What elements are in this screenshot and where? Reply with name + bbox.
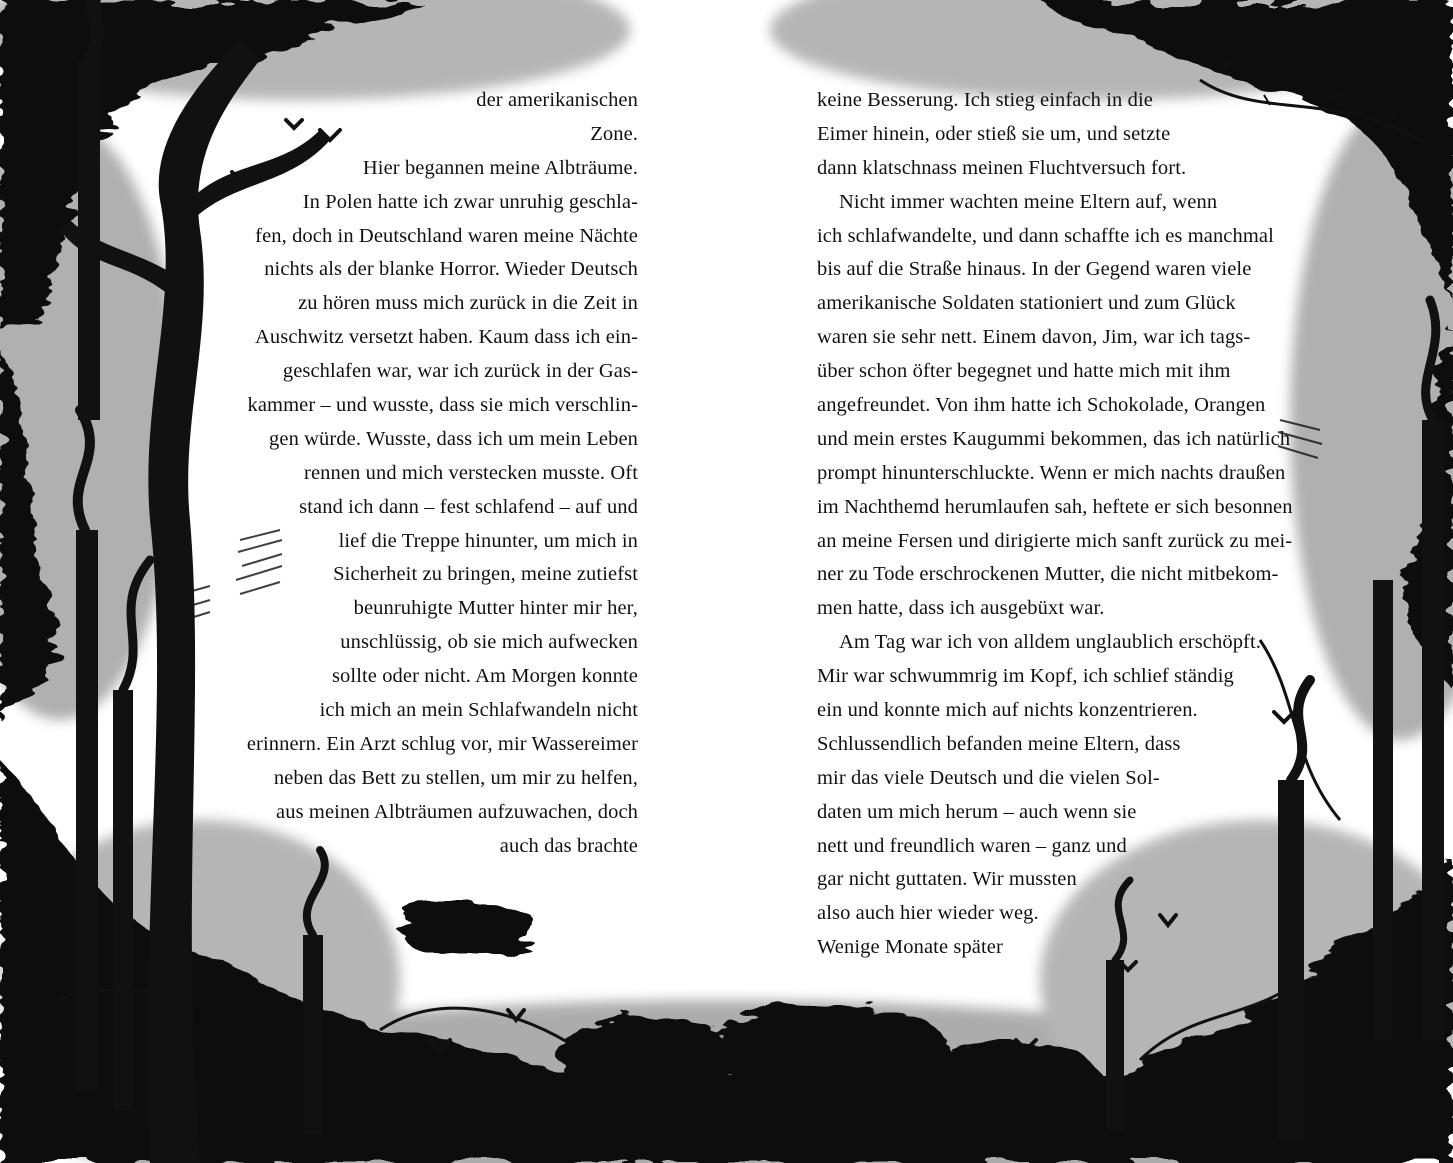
chimney-icon — [303, 935, 323, 1135]
text-line: angefreundet. Von ihm hatte ich Schokolade, Orangen — [817, 394, 1266, 417]
text-line: In Polen hatte ich zwar unruhig geschla- — [302, 190, 638, 213]
chimney-icon — [1373, 580, 1393, 1040]
chimney-icon — [1106, 960, 1124, 1130]
text-line: dann klatschnass meinen Fluchtversuch fort. — [817, 156, 1187, 179]
text-line: an meine Fersen und dirigierte mich sanft zurück zu mei- — [817, 529, 1293, 552]
text-line: nichts als der blanke Horror. Wieder Deutsch — [264, 258, 638, 281]
text-line: Zone. — [590, 122, 638, 145]
text-line: auch das brachte — [499, 834, 638, 857]
text-line: keine Besserung. Ich stieg einfach in die — [817, 89, 1153, 111]
text-line: Hier begannen meine Albträume. — [362, 156, 638, 179]
text-line: nett und freundlich waren – ganz und — [817, 834, 1127, 857]
text-line: Wenige Monate später — [817, 936, 1003, 959]
text-line: men hatte, dass ich ausgebüxt war. — [817, 597, 1105, 620]
text-line: neben das Bett zu stellen, um mir zu helfen, — [273, 766, 638, 789]
text-line: geschlafen war, war ich zurück in der Gas- — [282, 360, 638, 383]
text-line: kammer – und wusste, dass sie mich verschlin- — [247, 394, 638, 417]
text-line: Am Tag war ich von alldem unglaublich erschöpft. — [839, 631, 1261, 654]
text-line: ner zu Tode erschrockenen Mutter, die nicht mitbekom- — [817, 563, 1279, 586]
text-line: amerikanische Soldaten stationiert und zum Glück — [817, 292, 1236, 315]
text-line: lief die Treppe hinunter, um mich in — [338, 529, 638, 552]
text-line: mir das viele Deutsch und die vielen Sol- — [817, 766, 1160, 789]
text-line: waren sie sehr nett. Einem davon, Jim, war ich tags- — [817, 326, 1251, 349]
text-line: sollte oder nicht. Am Morgen konnte — [331, 665, 638, 688]
text-line: im Nachthemd herumlaufen sah, heftete er sich besonnen — [817, 495, 1293, 518]
text-line: zu hören muss mich zurück in die Zeit in — [298, 292, 638, 315]
text-line: prompt hinunterschluckte. Wenn er mich nachts draußen — [817, 461, 1286, 484]
text-line: und mein erstes Kaugummi bekommen, das ich natürlich — [817, 427, 1291, 450]
text-line: bis auf die Straße hinaus. In der Gegend waren viele — [817, 258, 1252, 281]
text-line: Auschwitz versetzt haben. Kaum dass ich ein- — [255, 326, 638, 349]
text-line: unschlüssig, ob sie mich aufwecken — [340, 631, 638, 654]
left-page-text — [0, 84, 638, 863]
text-line: aus meinen Albträumen aufzuwachen, doch — [276, 800, 638, 823]
text-line: beunruhigte Mutter hinter mir her, — [353, 597, 638, 620]
text-line: also auch hier wieder weg. — [817, 902, 1039, 925]
text-line: stand ich dann – fest schlafend – auf und — [299, 495, 638, 518]
right-page-text — [817, 84, 1317, 965]
text-line: Eimer hinein, oder stieß sie um, und setzte — [817, 122, 1171, 145]
text-line: daten um mich herum – auch wenn sie — [817, 800, 1137, 823]
text-line: Schlussendlich befanden meine Eltern, dass — [817, 732, 1181, 755]
text-line: fen, doch in Deutschland waren meine Nächte — [255, 224, 638, 247]
text-line: ich mich an mein Schlafwandeln nicht — [319, 699, 638, 722]
text-line: erinnern. Ein Arzt schlug vor, mir Wassereimer — [246, 732, 638, 755]
text-line: gar nicht guttaten. Wir mussten — [817, 868, 1077, 891]
text-line: gen würde. Wusste, dass ich um mein Leben — [269, 427, 638, 450]
text-line: ich schlafwandelte, und dann schaffte ich es manchmal — [817, 224, 1274, 247]
text-line: ein und konnte mich auf nichts konzentrieren. — [817, 699, 1198, 722]
text-line: über schon öfter begegnet und hatte mich mit ihm — [817, 360, 1231, 383]
text-line: Sicherheit zu bringen, meine zutiefst — [333, 563, 638, 586]
chimney-icon — [1422, 420, 1444, 1040]
text-line: der amerikanischen — [476, 89, 638, 111]
text-line: Nicht immer wachten meine Eltern auf, wenn — [839, 190, 1218, 213]
text-line: rennen und mich verstecken musste. Oft — [304, 461, 638, 484]
text-line: Mir war schwummrig im Kopf, ich schlief ständig — [817, 665, 1234, 688]
